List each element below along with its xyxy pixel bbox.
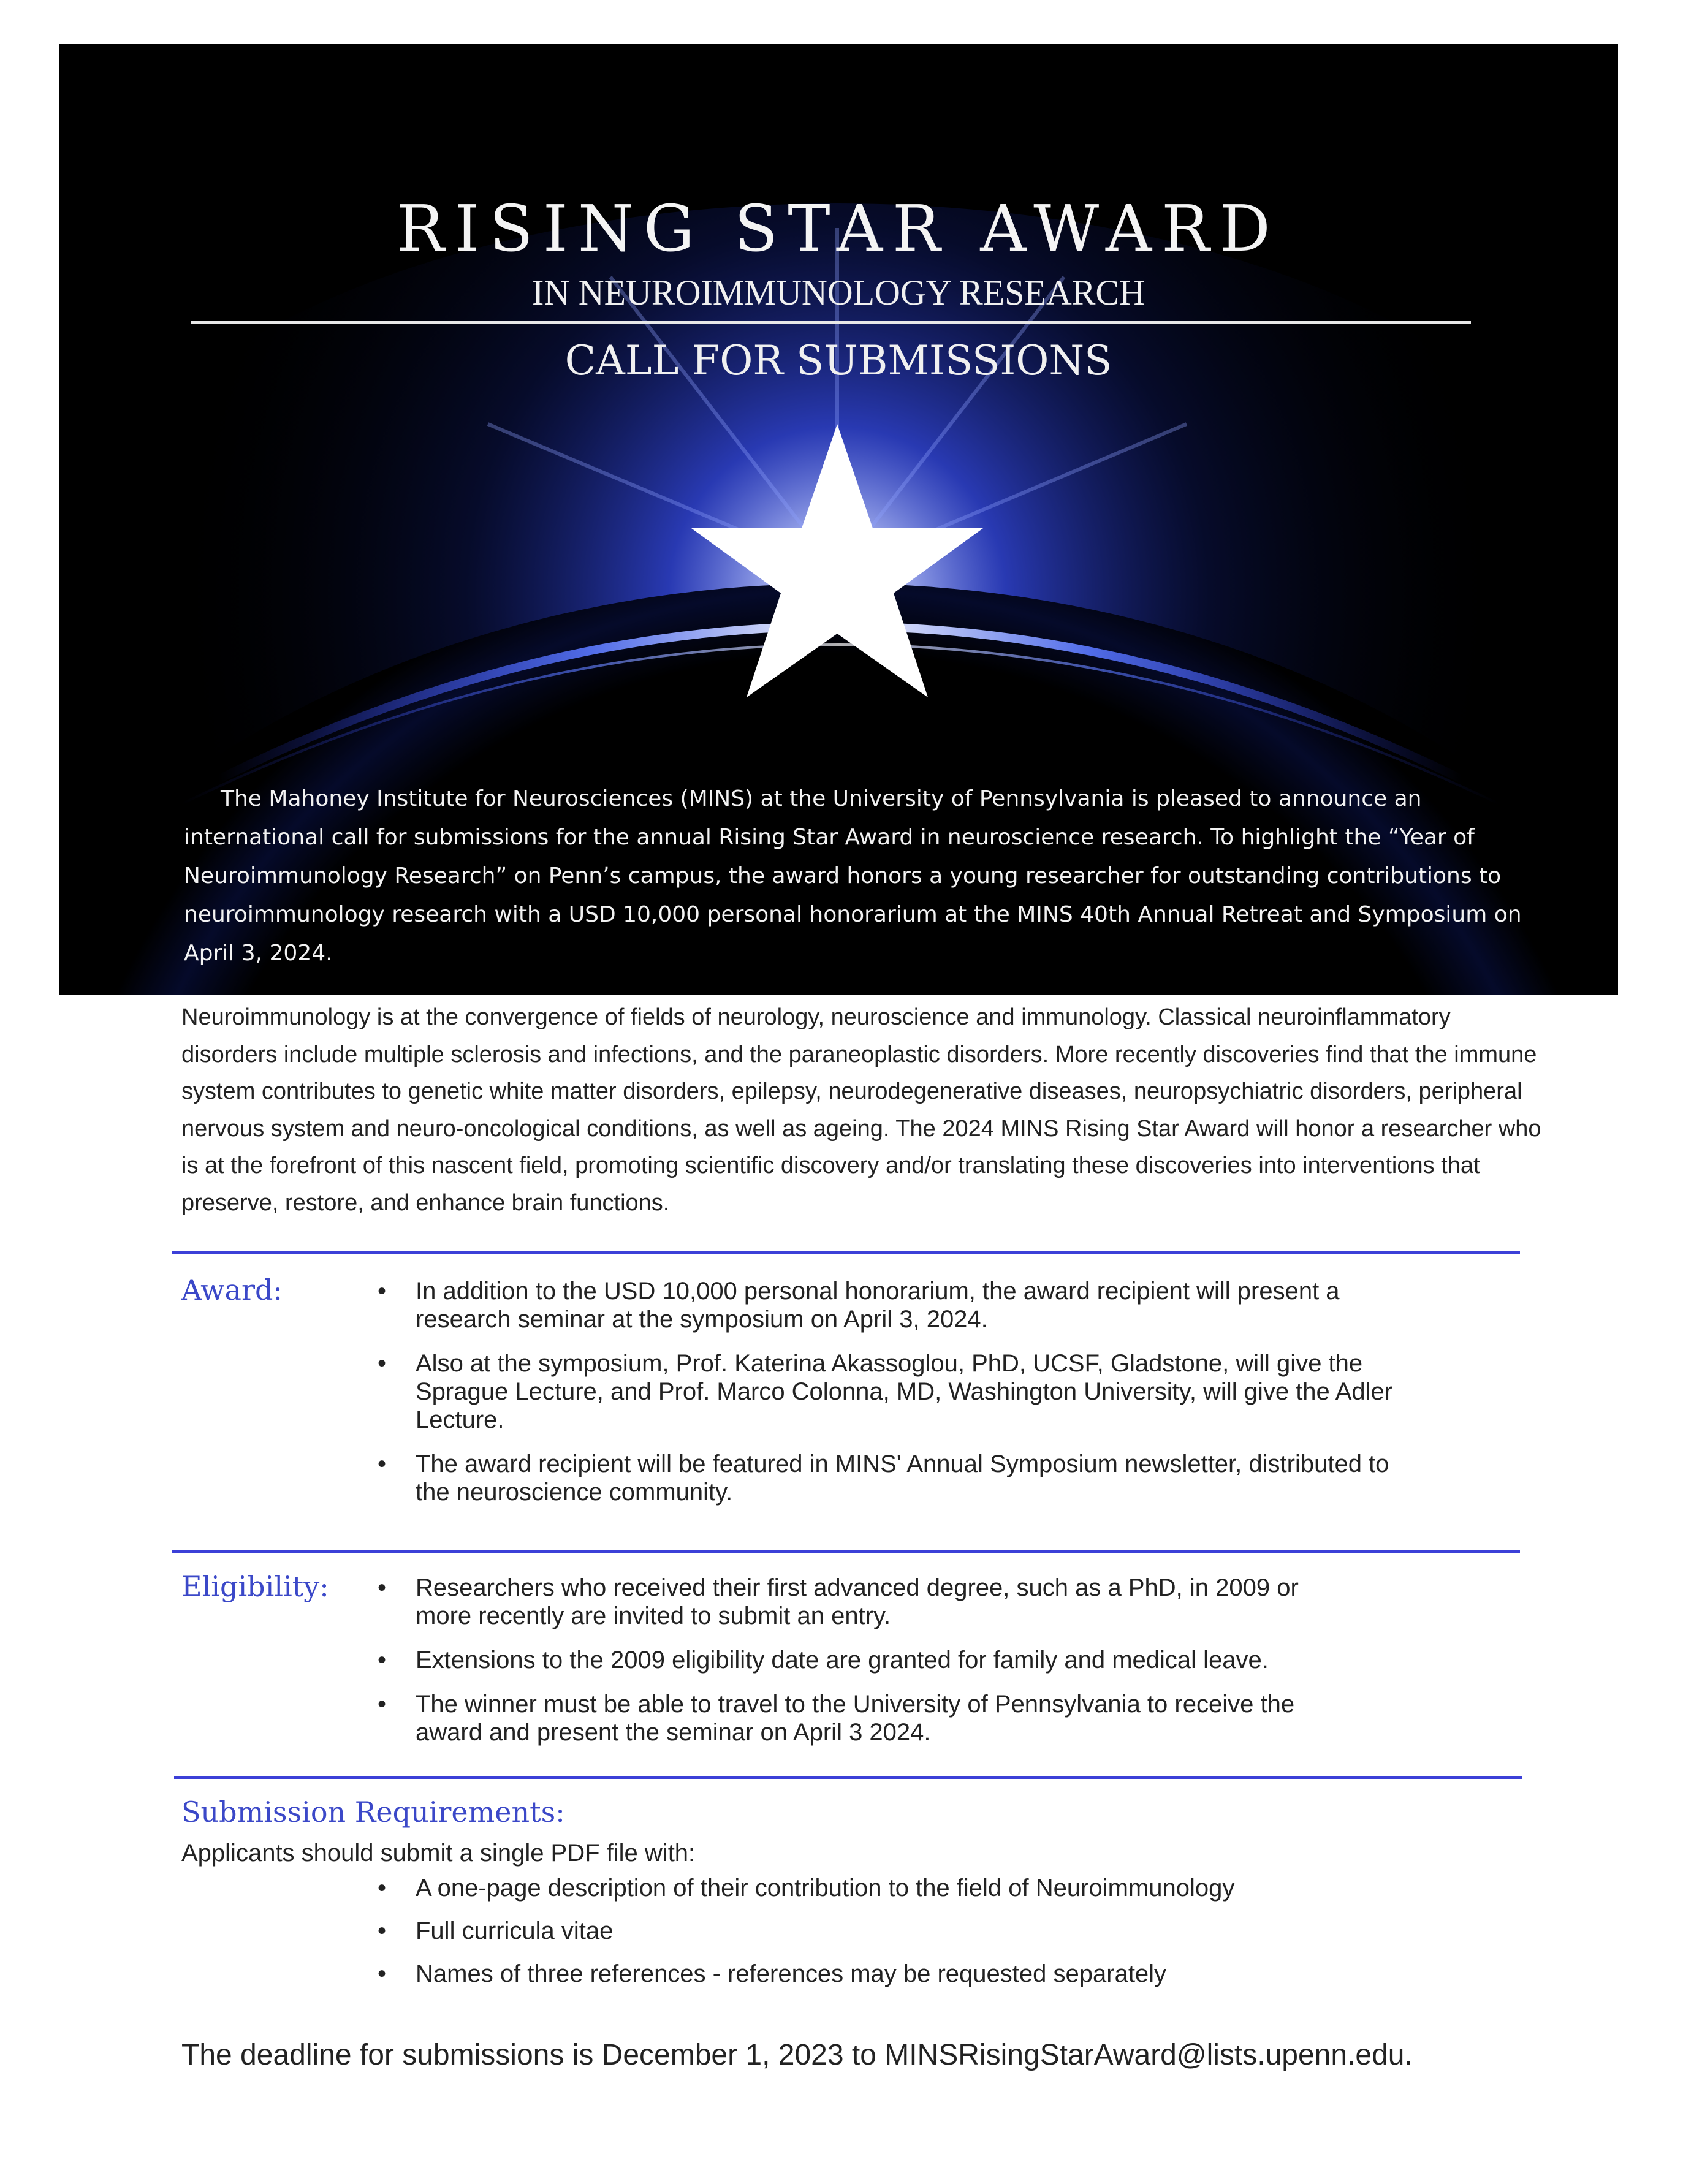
list-item <box>373 1349 1427 1434</box>
neuroimmunology-overview-paragraph: Neuroimmunology is at the convergence of fields of neurology, neuroscience and immunology. Classical neuroinflammatory disorders include multiple sclerosis and infections, and the paraneoplastic disorders. More recently discoveries find that the immune system contributes to genetic white matter disorders, epilepsy, neurodegenerative diseases, neuropsychiatric disorders, peripheral nervous system and neuro-oncological conditions, as well as ageing. The 2024 MINS Rising Star Award will honor a researcher who is at the forefront of this nascent field, promoting scientific discovery and/or translating these discoveries into interventions that preserve, restore, and enhance brain functions. <box>181 1004 1541 1216</box>
list-item-text: The award recipient will be featured in MINS' Annual Symposium newsletter, distributed to the neuroscience community. <box>416 1450 1389 1506</box>
award-subtitle: IN NEUROIMMUNOLOGY RESEARCH <box>532 273 1145 313</box>
eligibility-list <box>373 1574 1304 1762</box>
list-item-text: Also at the symposium, Prof. Katerina Akassoglou, PhD, UCSF, Gladstone, will give the Sprague Lecture, and Prof. Marco Colonna, MD, Washington University, will give the Adler Lecture. <box>416 1350 1393 1433</box>
hero-banner <box>59 44 1618 995</box>
list-item <box>373 1690 1304 1746</box>
list-item <box>373 1574 1304 1630</box>
deadline-statement: The deadline for submissions is December 1, 2023 to MINSRisingStarAward@lists.upenn.edu. <box>181 2039 1413 2071</box>
list-item-text: Full curricula vitae <box>416 1917 614 1944</box>
bullet: • <box>378 1691 387 1718</box>
award-list <box>373 1277 1427 1522</box>
bullet: • <box>378 1350 387 1377</box>
submission-list <box>373 1874 1537 2003</box>
list-item-text: Names of three references - references may be requested separately <box>416 1960 1167 1987</box>
list-item-text: A one-page description of their contribution to the field of Neuroimmunology <box>416 1875 1235 1902</box>
list-item <box>373 1874 1537 1902</box>
bullet: • <box>378 1917 387 1944</box>
announcement-paragraph: The Mahoney Institute for Neurosciences (MINS) at the University of Pennsylvania is pleased to announce an international call for submissions for the annual Rising Star Award in neuroscience research. To highlight the “Year of Neuroimmunology Research” on Penn’s campus, the award honors a young researcher for outstanding contributions to neuroimmunology research with a USD 10,000 personal honorarium at the MINS 40th Annual Retreat and Symposium on April 3, 2024. <box>184 786 1522 966</box>
section-divider <box>174 1776 1522 1779</box>
bullet: • <box>378 1960 387 1987</box>
list-item <box>373 1917 1537 1945</box>
submission-requirements-label: Submission Requirements: <box>181 1795 565 1829</box>
award-section-label: Award: <box>181 1273 283 1306</box>
list-item <box>373 1450 1427 1506</box>
award-title: RISING STAR AWARD <box>397 191 1280 266</box>
list-item-text: In addition to the USD 10,000 personal honorarium, the award recipient will present a research seminar at the symposium on April 3, 2024. <box>416 1278 1340 1333</box>
list-item <box>373 1646 1304 1674</box>
bullet: • <box>378 1875 387 1902</box>
section-divider <box>172 1251 1520 1254</box>
bullet: • <box>378 1278 387 1305</box>
list-item <box>373 1277 1427 1333</box>
list-item-text: Researchers who received their first advanced degree, such as a PhD, in 2009 or more recently are invited to submit an entry. <box>416 1574 1299 1629</box>
list-item-text: The winner must be able to travel to the University of Pennsylvania to receive the award and present the seminar on April 3 2024. <box>416 1691 1295 1746</box>
call-for-submissions-heading: CALL FOR SUBMISSIONS <box>564 337 1112 384</box>
section-divider <box>172 1550 1520 1553</box>
bullet: • <box>378 1647 387 1674</box>
list-item <box>373 1960 1537 1988</box>
submission-intro: Applicants should submit a single PDF file with: <box>181 1840 696 1867</box>
list-item-text: Extensions to the 2009 eligibility date are granted for family and medical leave. <box>416 1647 1269 1674</box>
bullet: • <box>378 1450 387 1477</box>
eligibility-section-label: Eligibility: <box>181 1570 329 1603</box>
bullet: • <box>378 1574 387 1601</box>
title-divider <box>191 321 1471 324</box>
